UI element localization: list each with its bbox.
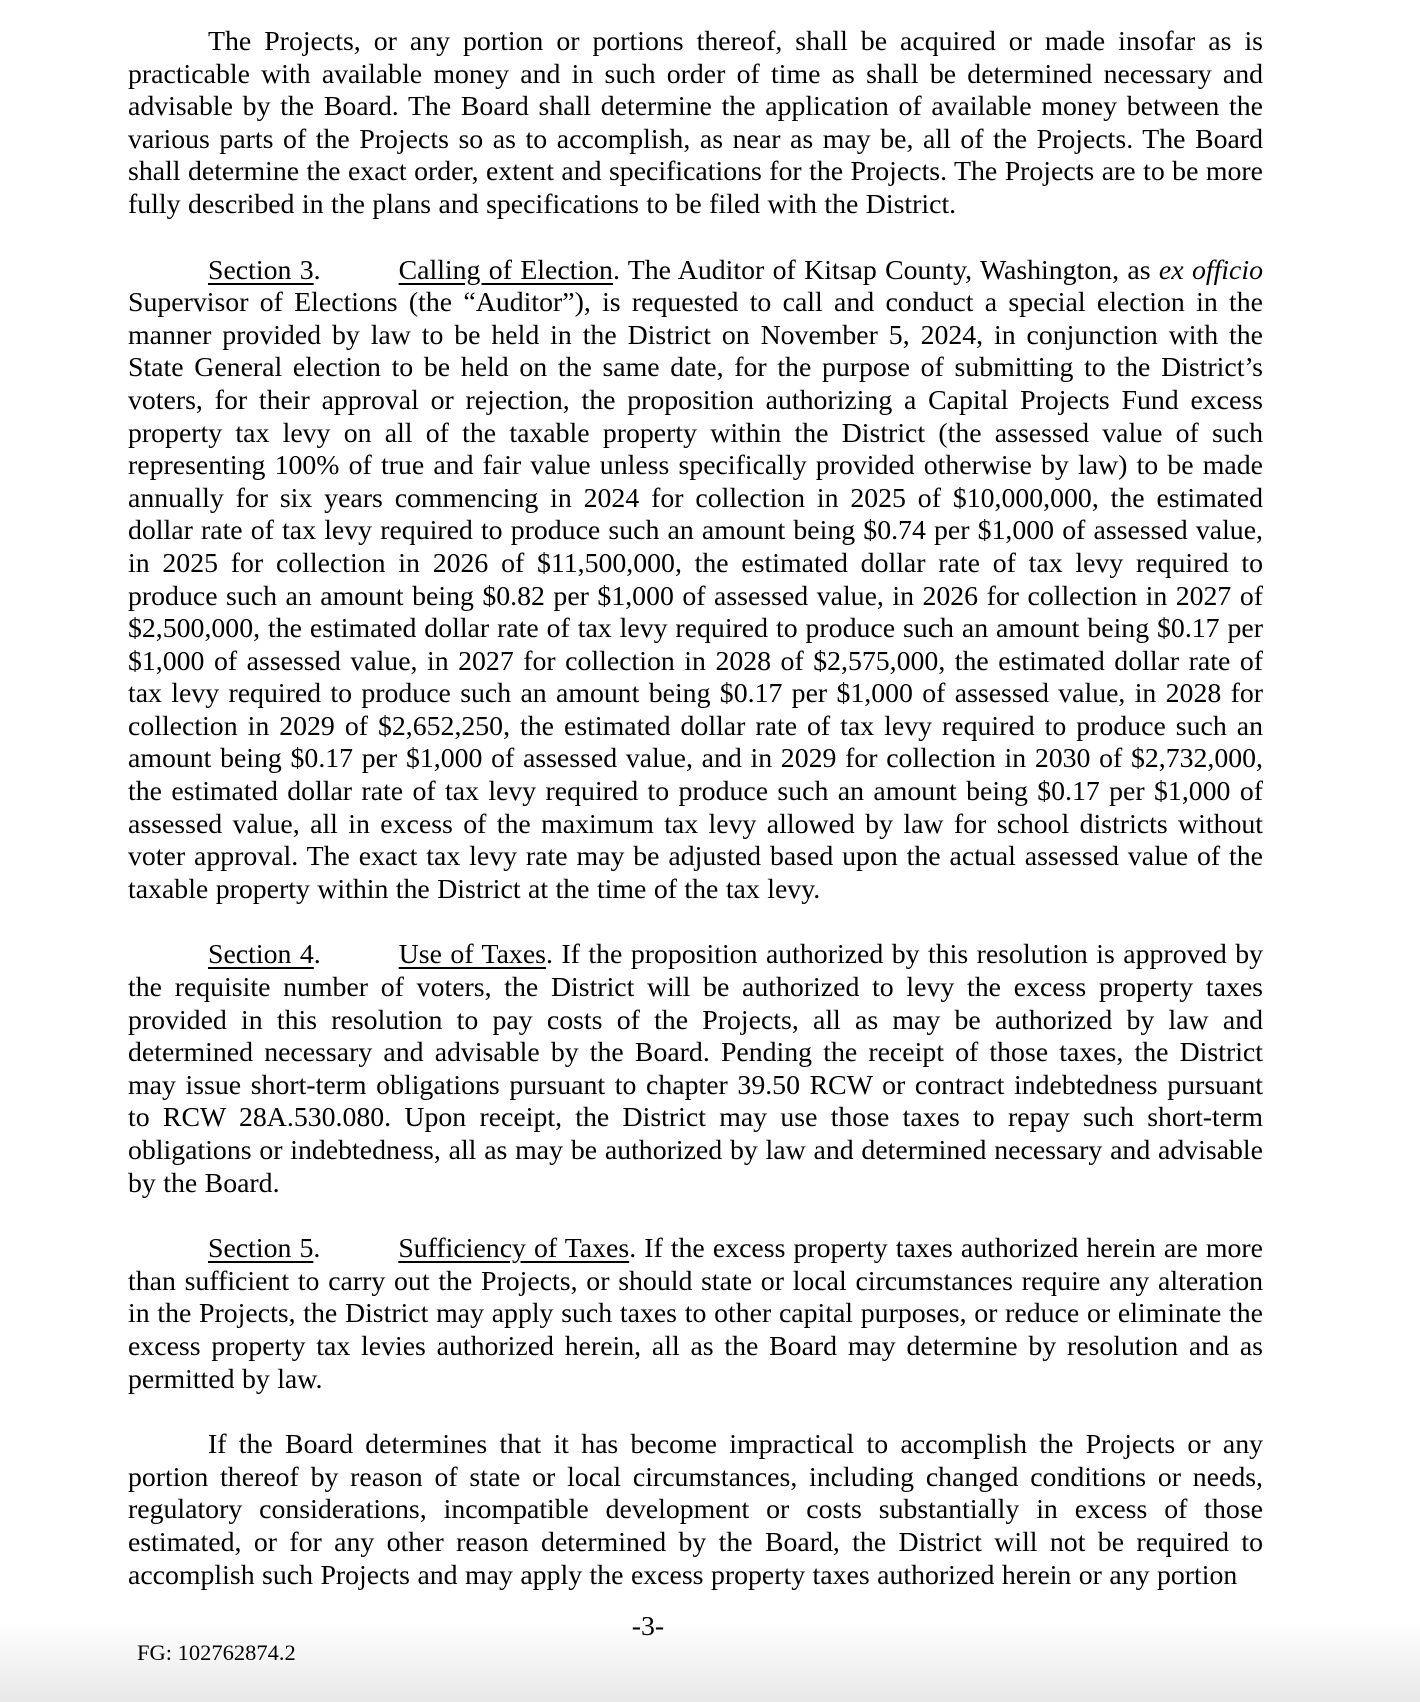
document-body [128,26,1263,1592]
section-4-paragraph [128,939,1263,1200]
section-4-separator: . [313,939,321,971]
section-3-title: Calling of Election [398,254,613,286]
section-3-label: Section 3 [208,254,314,286]
section-4-body-text: . If the proposition authorized by this resolution is approved by the requisite number of voters, the District will be authorized to levy the excess property taxes provided in this resolution to pay costs of the Projects, all as may be authorized by law and determined necessary and advisable by the Board. Pending the receipt of those taxes, the District may issue short-term obligations pursuant to chapter 39.50 RCW or contract indebtedness pursuant to RCW 28A.530.080. Upon receipt, the District may use those taxes to repay such short-term obligations or indebtedness, all as may be authorized by law and determined necessary and advisable by the Board. [128,939,1263,1199]
section-3-lead-text: . The Auditor of Kitsap County, Washington, as [612,254,1159,286]
document-id-footer: FG: 102762874.2 [137,1640,296,1665]
section-3-italic-phrase: ex officio [1158,254,1263,286]
page-number: -3- [631,1611,665,1642]
paragraph-projects-acquisition: The Projects, or any portion or portions thereof, shall be acquired or made insofar as is practicable with available money and in such order of time as shall be determined necessary and advisable by the Board. The Board shall determine the application of available money between the various parts of the Projects so as to accomplish, as near as may be, all of the Projects. The Board shall determine the exact order, extent and specifications for the Projects. The Projects are to be more fully described in the plans and specifications to be filed with the District. [128,26,1263,220]
section-4-title: Use of Taxes [398,939,546,971]
section-5-separator: . [313,1233,321,1265]
section-3-paragraph [128,255,1263,907]
section-5-paragraph [128,1233,1263,1396]
section-4-label: Section 4 [208,939,314,971]
section-5-body-text: . If the excess property taxes authorized herein are more than sufficient to carry out the Projects, or should state or local circumstances require any alteration in the Projects, the District may apply such taxes to other capital purposes, or reduce or eliminate the excess property tax levies authorized herein, all as the Board may determine by resolution and as permitted by law. [128,1233,1263,1395]
section-3-separator: . [313,254,321,286]
paragraph-board-impractical: If the Board determines that it has become impractical to accomplish the Projects or any portion thereof by reason of state or local circumstances, including changed conditions or needs, regulatory considerations, incompatible development or costs substantially in excess of those estimated, or for any other reason determined by the Board, the District will not be required to accomplish such Projects and may apply the excess property taxes authorized herein or any portion [128,1429,1263,1591]
section-5-label: Section 5 [208,1233,314,1265]
section-5-title: Sufficiency of Taxes [398,1233,630,1265]
section-3-body-text: Supervisor of Elections (the “Auditor”), is requested to call and conduct a special election in the manner provided by law to be held in the District on November 5, 2024, in conjunction with the State General election to be held on the same date, for the purpose of submitting to the District’s voters, for their approval or rejection, the proposition authorizing a Capital Projects Fund excess property tax levy on all of the taxable property within the District (the assessed value of such representing 100% of true and fair value unless specifically provided otherwise by law) to be made annually for six years commencing in 2024 for collection in 2025 of $10,000,000, the estimated dollar rate of tax levy required to produce such an amount being $0.74 per $1,000 of assessed value, in 2025 for collection in 2026 of $11,500,000, the estimated dollar rate of tax levy required to produce such an amount being $0.82 per $1,000 of assessed value, in 2026 for collection in 2027 of $2,500,000, the estimated dollar rate of tax levy required to produce such an amount being $0.17 per $1,000 of assessed value, in 2027 for collection in 2028 of $2,575,000, the estimated dollar rate of tax levy required to produce such an amount being $0.17 per $1,000 of assessed value, in 2028 for collection in 2029 of $2,652,250, the estimated dollar rate of tax levy required to produce such an amount being $0.17 per $1,000 of assessed value, and in 2029 for collection in 2030 of $2,732,000, the estimated dollar rate of tax levy required to produce such an amount being $0.17 per $1,000 of assessed value, all in excess of the maximum tax levy allowed by law for school districts without voter approval. The exact tax levy rate may be adjusted based upon the actual assessed value of the taxable property within the District at the time of the tax levy. [128,287,1263,905]
